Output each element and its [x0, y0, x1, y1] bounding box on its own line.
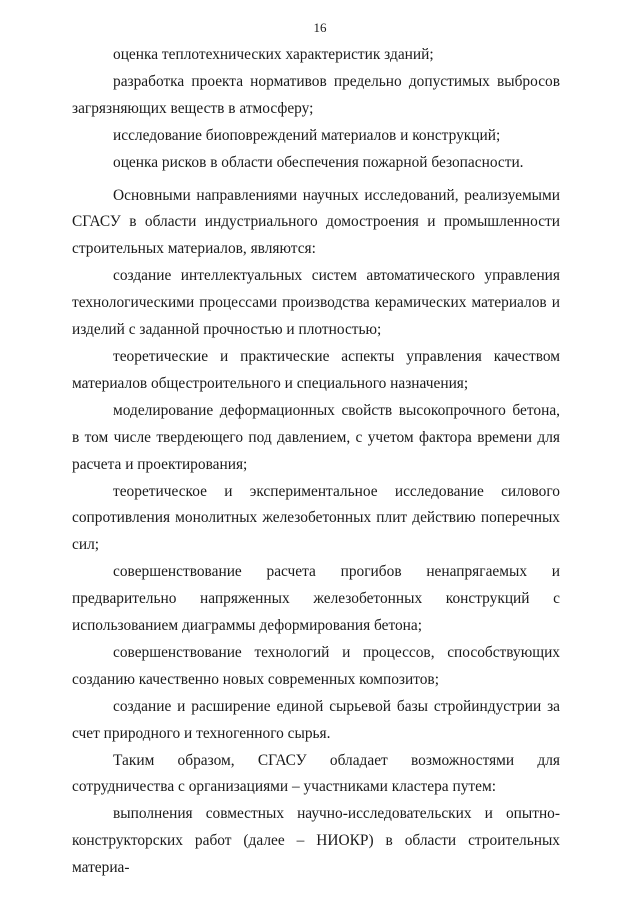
body-text	[72, 42, 560, 882]
paragraph: выполнения совместных научно-исследовательских и опытно-конструкторских работ (далее – НИОКР) в области строительных материа-	[72, 805, 560, 877]
paragraph: разработка проекта нормативов предельно допустимых выбросов загрязняющих веществ в атмосферу;	[72, 72, 560, 117]
paragraph: оценка рисков в области обеспечения пожарной безопасности.	[113, 153, 524, 171]
paragraph: совершенствование технологий и процессов, способствующих созданию качественно новых современных композитов;	[72, 643, 560, 688]
paragraph: совершенствование расчета прогибов ненапрягаемых и предварительно напряженных железобетонных конструкций с использованием диаграммы деформирования бетона;	[72, 563, 560, 635]
paragraph: создание и расширение единой сырьевой базы стройиндустрии за счет природного и техногенного сырья.	[72, 697, 560, 742]
paragraph: теоретические и практические аспекты управления качеством материалов общестроительного и специального назначения;	[72, 347, 560, 392]
paragraph: Основными направлениями научных исследований, реализуемыми СГАСУ в области индустриального домостроения и промышленности строительных материалов, являются:	[72, 186, 560, 258]
paragraph: Таким образом, СГАСУ обладает возможностями для сотрудничества с организациями – участниками кластера путем:	[72, 751, 560, 796]
paragraph: создание интеллектуальных систем автоматического управления технологическими процессами производства керамических материалов и изделий с заданной прочностью и плотностью;	[72, 267, 560, 339]
paragraph: моделирование деформационных свойств высокопрочного бетона, в том числе твердеющего под давлением, с учетом фактора времени для расчета и проектирования;	[72, 401, 560, 473]
paragraph: исследование биоповреждений материалов и конструкций;	[113, 126, 501, 144]
paragraph: теоретическое и экспериментальное исследование силового сопротивления монолитных железобетонных плит действию поперечных сил;	[72, 482, 560, 554]
page-number: 16	[313, 20, 327, 35]
paragraph: оценка теплотехнических характеристик зданий;	[113, 46, 434, 63]
